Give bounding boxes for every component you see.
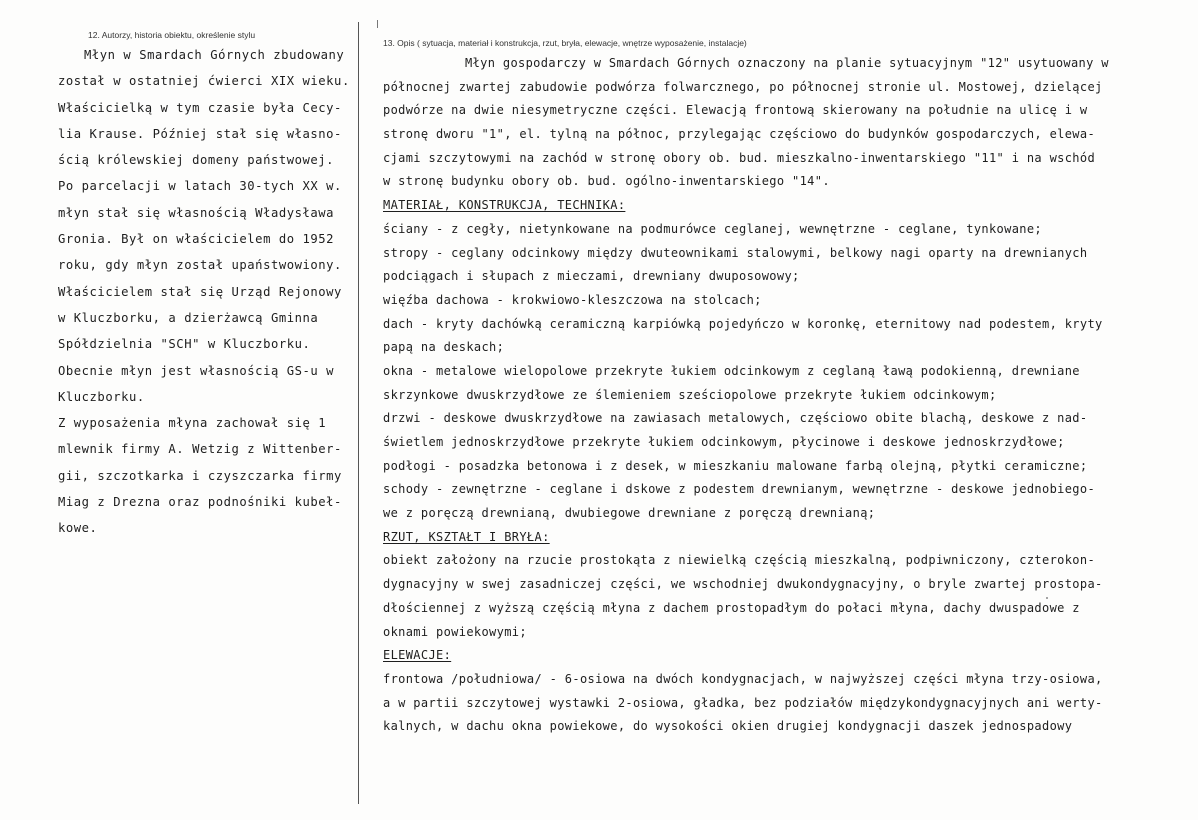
history-line: ścią królewskiej domeny państwowej. <box>58 153 335 168</box>
history-line: Kluczborku. <box>58 389 145 404</box>
material-line: stropy - ceglany odcinkowy między dwuteownikami stalowymi, belkowy nagi oparty na drewnianych <box>383 245 1088 260</box>
material-line: drzwi - deskowe dwuskrzydłowe na zawiasach metalowych, częściowo obite blachą, deskowe z nad- <box>383 411 1088 426</box>
rzut-section-title: RZUT, KSZTAŁT I BRYŁA: <box>383 529 550 544</box>
history-line: Po parcelacji w latach 30-tych XX w. <box>58 179 342 194</box>
intro-line: cjami szczytowymi na zachód w stronę obory ob. bud. mieszkalno-inwentarskiego "11" i na wschód <box>383 150 1096 165</box>
intro-line: północnej zwartej zabudowie podwórza folwarcznego, po północnej stronie ul. Mostowej, dzielącej <box>383 79 1103 94</box>
history-line: Właścicielką w tym czasie była Cecy- <box>58 100 342 115</box>
rzut-line: dłościennej z wyższą częścią młyna z dachem prostopadłym do połaci młyna, dachy dwuspadowe z <box>383 600 1080 615</box>
material-line: podłogi - posadzka betonowa i z desek, w mieszkaniu malowane farbą olejną, płytki ceramiczne; <box>383 458 1088 473</box>
history-line: roku, gdy młyn został upaństwowiony. <box>58 258 342 273</box>
rzut-line: obiekt założony na rzucie prostokąta z niewielką częścią mieszkalną, podpiwniczony, czterokon- <box>383 553 1096 568</box>
section-12-history <box>58 30 354 542</box>
history-line: Gronia. Był on właścicielem do 1952 <box>58 232 335 247</box>
elewacje-line: kalnych, w dachu okna powiekowe, do wysokości okien drugiej kondygnacji daszek jednospadowy <box>383 719 1073 734</box>
column-divider <box>358 22 359 804</box>
material-line: skrzynkowe dwuskrzydłowe ze ślemieniem sześciopolowe przekryte łukiem odcinkowym; <box>383 387 997 402</box>
history-line: w Kluczborku, a dzierżawcą Gminna <box>58 310 319 325</box>
elewacje-line: frontowa /południowa/ - 6-osiowa na dwóch kondygnacjach, w najwyższej części młyna trzy-osiowa, <box>383 671 1103 686</box>
section-13-description <box>383 38 1173 739</box>
section-12-header: 12. Autorzy, historia obiektu, określenie stylu <box>88 30 256 40</box>
rzut-line: oknami powiekowymi; <box>383 624 527 639</box>
history-line: mlewnik firmy A. Wetzig z Wittenber- <box>58 442 342 457</box>
intro-line: Młyn gospodarczy w Smardach Górnych oznaczony na planie sytuacyjnym "12" usytuowany w <box>465 56 1109 70</box>
intro-line: stronę dworu "1", el. tylną na północ, przylegając częściowo do budynków gospodarczych, elewa- <box>383 127 1096 142</box>
history-line: lia Krause. Później stał się własno- <box>58 126 342 141</box>
intro-line: w stronę budynku obory ob. bud. ogólno-inwentarskiego "14". <box>383 174 830 189</box>
history-line: Właścicielem stał się Urząd Rejonowy <box>58 284 342 299</box>
material-line: okna - metalowe wielopolowe przekryte łukiem odcinkowym z ceglaną ławą podokienną, drewniane <box>383 363 1080 378</box>
history-line: został w ostatniej ćwierci XIX wieku. <box>58 74 350 89</box>
rzut-line: dygnacyjny w swej zasadniczej części, we wschodniej dwukondygnacyjny, o bryle zwartej prostopa- <box>383 577 1103 592</box>
material-line: papą na deskach; <box>383 340 505 355</box>
history-line: Miag z Drezna oraz podnośniki kubeł- <box>58 495 342 510</box>
history-line: Z wyposażenia młyna zachował się 1 <box>58 416 327 431</box>
material-line: świetlem jednoskrzydłowe przekryte łukiem odcinkowym, płycinowe i deskowe jednoskrzydłowe; <box>383 435 1065 449</box>
material-line: dach - kryty dachówką ceramiczną karpiówką pojedyńczo w koronkę, eternitowy nad podestem, kryty <box>383 316 1103 331</box>
elewacje-section-title: ELEWACJE: <box>383 648 452 663</box>
section-13-header: 13. Opis ( sytuacja, materiał i konstrukcja, rzut, bryła, elewacje, wnętrze wyposażenie, instalacje) <box>383 38 747 48</box>
history-line: młyn stał się własnością Władysława <box>58 205 335 220</box>
intro-line: podwórze na dwie niesymetryczne części. Elewacją frontową skierowany na południe na ulicę i w <box>383 103 1088 118</box>
history-line: Obecnie młyn jest własnością GS-u w <box>58 363 335 378</box>
margin-tick-mark <box>377 20 378 28</box>
material-line: ściany - z cegły, nietynkowane na podmurówce ceglanej, wewnętrzne - ceglane, tynkowane; <box>383 221 1042 236</box>
history-line: Spółdzielnia "SCH" w Kluczborku. <box>58 337 311 352</box>
material-line: schody - zewnętrzne - ceglane i dskowe z podestem drewnianym, wewnętrzne - deskowe jednobiego- <box>383 482 1096 497</box>
history-line: Młyn w Smardach Górnych zbudowany <box>84 48 345 62</box>
material-line: we z poręczą drewnianą, dwubiegowe drewniane z poręczą drewnianą; <box>383 506 876 521</box>
material-line: podciągach i słupach z mieczami, drewniany dwuposowowy; <box>383 269 800 284</box>
elewacje-line: a w partii szczytowej wystawki 2-osiowa, gładka, bez podziałów międzykondygnacyjnych ani werty- <box>383 695 1103 710</box>
history-line: kowe. <box>58 521 98 536</box>
material-section-title: MATERIAŁ, KONSTRUKCJA, TECHNIKA: <box>383 198 626 213</box>
history-line: gii, szczotkarka i czyszczarka firmy <box>58 468 342 483</box>
material-line: więźba dachowa - krokwiowo-kleszczowa na stolcach; <box>383 292 762 307</box>
